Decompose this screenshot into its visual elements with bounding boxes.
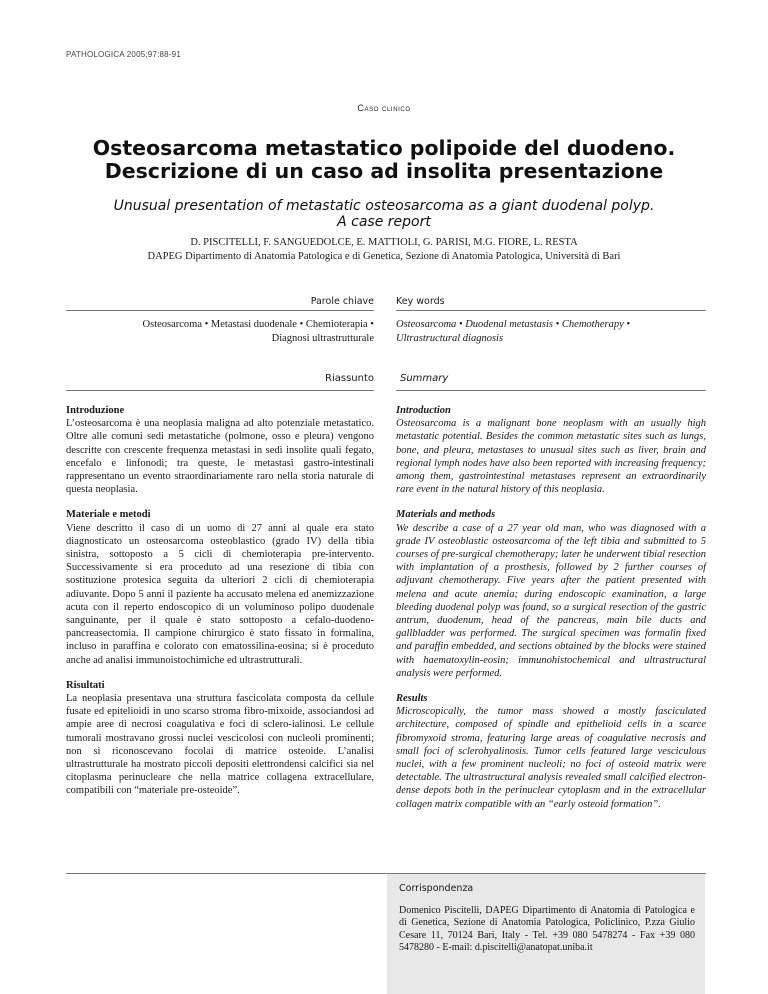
correspondence-text: Domenico Piscitelli, DAPEG Dipartimento di Anatomia di Patologica e di Genetica, Sezione di Anatomia Patologica, Policlinico, P.zza Giulio Cesare 11, 70124 Bari, Italy - Tel. +39 080 5478274 - Fax +39 080 5478280 - E-mail: d.piscitelli@anatopat.uniba.it [399, 905, 695, 954]
riassunto-label: Riassunto [325, 373, 374, 384]
keywords-label-en: Key words [396, 296, 445, 307]
article-title [40, 137, 728, 183]
section-heading: Materials and methods [396, 509, 496, 521]
paragraph: Microscopically, the tumor mass showed a mostly fasciculated architecture, composed of spindle and epithelioid cells in a scarce fibromyxoid stroma, featuring large areas of coagulative necrosis and small foci of sclerohyalinosis. Tumor cells featured large vesciculous nuclei, with a few prominent nucleoli; no foci of osteoid matrix were detectable. The ultrastructural analysis revealed small calcified electron-dense depots both in the perinuclear cytoplasm and in the extracellular collagen matrix compatible with an “early osteoid formation”. [396, 706, 706, 810]
section-heading: Introduzione [66, 405, 125, 416]
summary-label: Summary [400, 373, 449, 384]
title-line-1: Osteosarcoma metastatico polipoide del duodeno. [92, 136, 676, 160]
title-line-2: Descrizione di un caso ad insolita presentazione [104, 159, 664, 183]
section-label: Caso clinico [357, 103, 411, 113]
divider [396, 310, 706, 311]
keywords-it-line-1: Osteosarcoma • Metastasi duodenale • Chemioterapia • [142, 319, 374, 330]
paragraph: We describe a case of a 27 year old man, who was diagnosed with a grade IV osteoblastic osteosarcoma of the left tibia and submitted to 5 courses of pre-surgical chemotherapy; later he underwent tibial resection with implantation of a prosthesis, followed by 2 further courses of adjuvant chemotherapy. Five years after the patient presented with melena and acute anemia; during endoscopic examination, a large bleeding duodenal polyp was found, so a surgical resection of the gastric antrum, duodenum, head of the pancreas, main bile ducts and gallbladder was performed. The surgical specimen was formalin fixed and paraffin embedded, and sections obtained by the blocks were stained with haematoxylin-eosin; immunohistochemical and ultrastructural analysis were performed. [396, 522, 706, 679]
article-title-english [40, 198, 728, 230]
paragraph: Osteosarcoma is a malignant bone neoplasm with an usually high metastatic potential. Besides the common metastatic sites such as lungs, bone, and pleura, metastases to unusual sites such as liver, brain and regional lymph nodes have also been reported with increasing frequency; among them, gastrointestinal metastases represent an extraordinarily rare event in the natural history of this neoplasia. [396, 418, 706, 496]
section-heading: Introduction [396, 405, 451, 416]
title-en-line-2: A case report [337, 214, 431, 230]
title-en-line-1: Unusual presentation of metastatic osteosarcoma as a giant duodenal polyp. [113, 198, 655, 214]
authors: D. PISCITELLI, F. SANGUEDOLCE, E. MATTIOLI, G. PARISI, M.G. FIORE, L. RESTA [190, 237, 578, 248]
correspondence-label: Corrispondenza [399, 883, 474, 894]
keywords-it-line-2: Diagnosi ultrastrutturale [271, 333, 374, 344]
keywords-en [396, 318, 706, 346]
paragraph: L’osteosarcoma è una neoplasia maligna ad alto potenziale metastatico. Oltre alle comuni sedi metastatiche (polmone, osso e pleura) vengono descritte con crescente frequenza metastasi in sedi insolite quali fegato, encefalo e linfonodi; tra queste, le metastasi gastro-intestinali rappresentano un evento straordinariamente raro nella storia naturale di questa neoplasia. [66, 418, 374, 496]
divider [66, 310, 374, 311]
keywords-en-line-2: Ultrastructural diagnosis [396, 333, 504, 344]
paragraph: Viene descritto il caso di un uomo di 27 anni al quale era stato diagnosticato un osteosarcoma osteoblastico (grado IV) della tibia sinistra, sottoposto a 5 cicli di chemioterapia pre-intervento. Successivamente si era proceduto ad una resezione di tibia con sostituzione protesica seguita da ulteriori 2 cicli di chemioterapia adiuvante. Dopo 5 anni il paziente ha accusato melena ed anemizzazione acuta con il reperto endoscopico di un voluminoso polipo duodenale sanguinante, per il quale è stato sottoposto a cefalo-duodeno-pancreasectomia. Il campione chirurgico è stato fissato in formalina, incluso in paraffina e colorato con ematossilina-eosina; si è proceduto anche ad analisi immunoistochimiche ed ultrastrutturali. [66, 522, 374, 666]
divider [66, 390, 374, 391]
paragraph: La neoplasia presentava una struttura fascicolata composta da cellule fusate ed epitelioidi in uno scarso stroma fibro-mixoide, associandosi ad ampie aree di necrosi coagulativa e foci di sclero-ialinosi. Le cellule tumorali mostravano grossi nuclei vescicolosi con nucleoli prominenti; non si riconoscevano focolai di matrice osteoide. L’analisi ultrastrutturale ha mostrato piccoli depositi elettrondensi calcifici sia nel citoplasma perinucleare che nella matrice collagena extracellulare, compatibili con “materiale pre-osteoide”. [66, 693, 374, 797]
section-heading: Results [396, 693, 428, 705]
keywords-en-line-1: Osteosarcoma • Duodenal metastasis • Chemotherapy • [396, 319, 631, 330]
affiliation: DAPEG Dipartimento di Anatomia Patologica e di Genetica, Sezione di Anatomia Patologica, Università di Bari [147, 251, 621, 262]
riassunto-column [66, 404, 374, 810]
running-head: PATHOLOGICA 2005;97:88-91 [66, 50, 181, 59]
section-heading: Risultati [66, 679, 105, 691]
keywords-it [66, 318, 374, 346]
keywords-label-it: Parole chiave [310, 296, 374, 307]
summary-column [396, 404, 706, 823]
section-heading: Materiale e metodi [66, 509, 151, 521]
divider [396, 390, 706, 391]
